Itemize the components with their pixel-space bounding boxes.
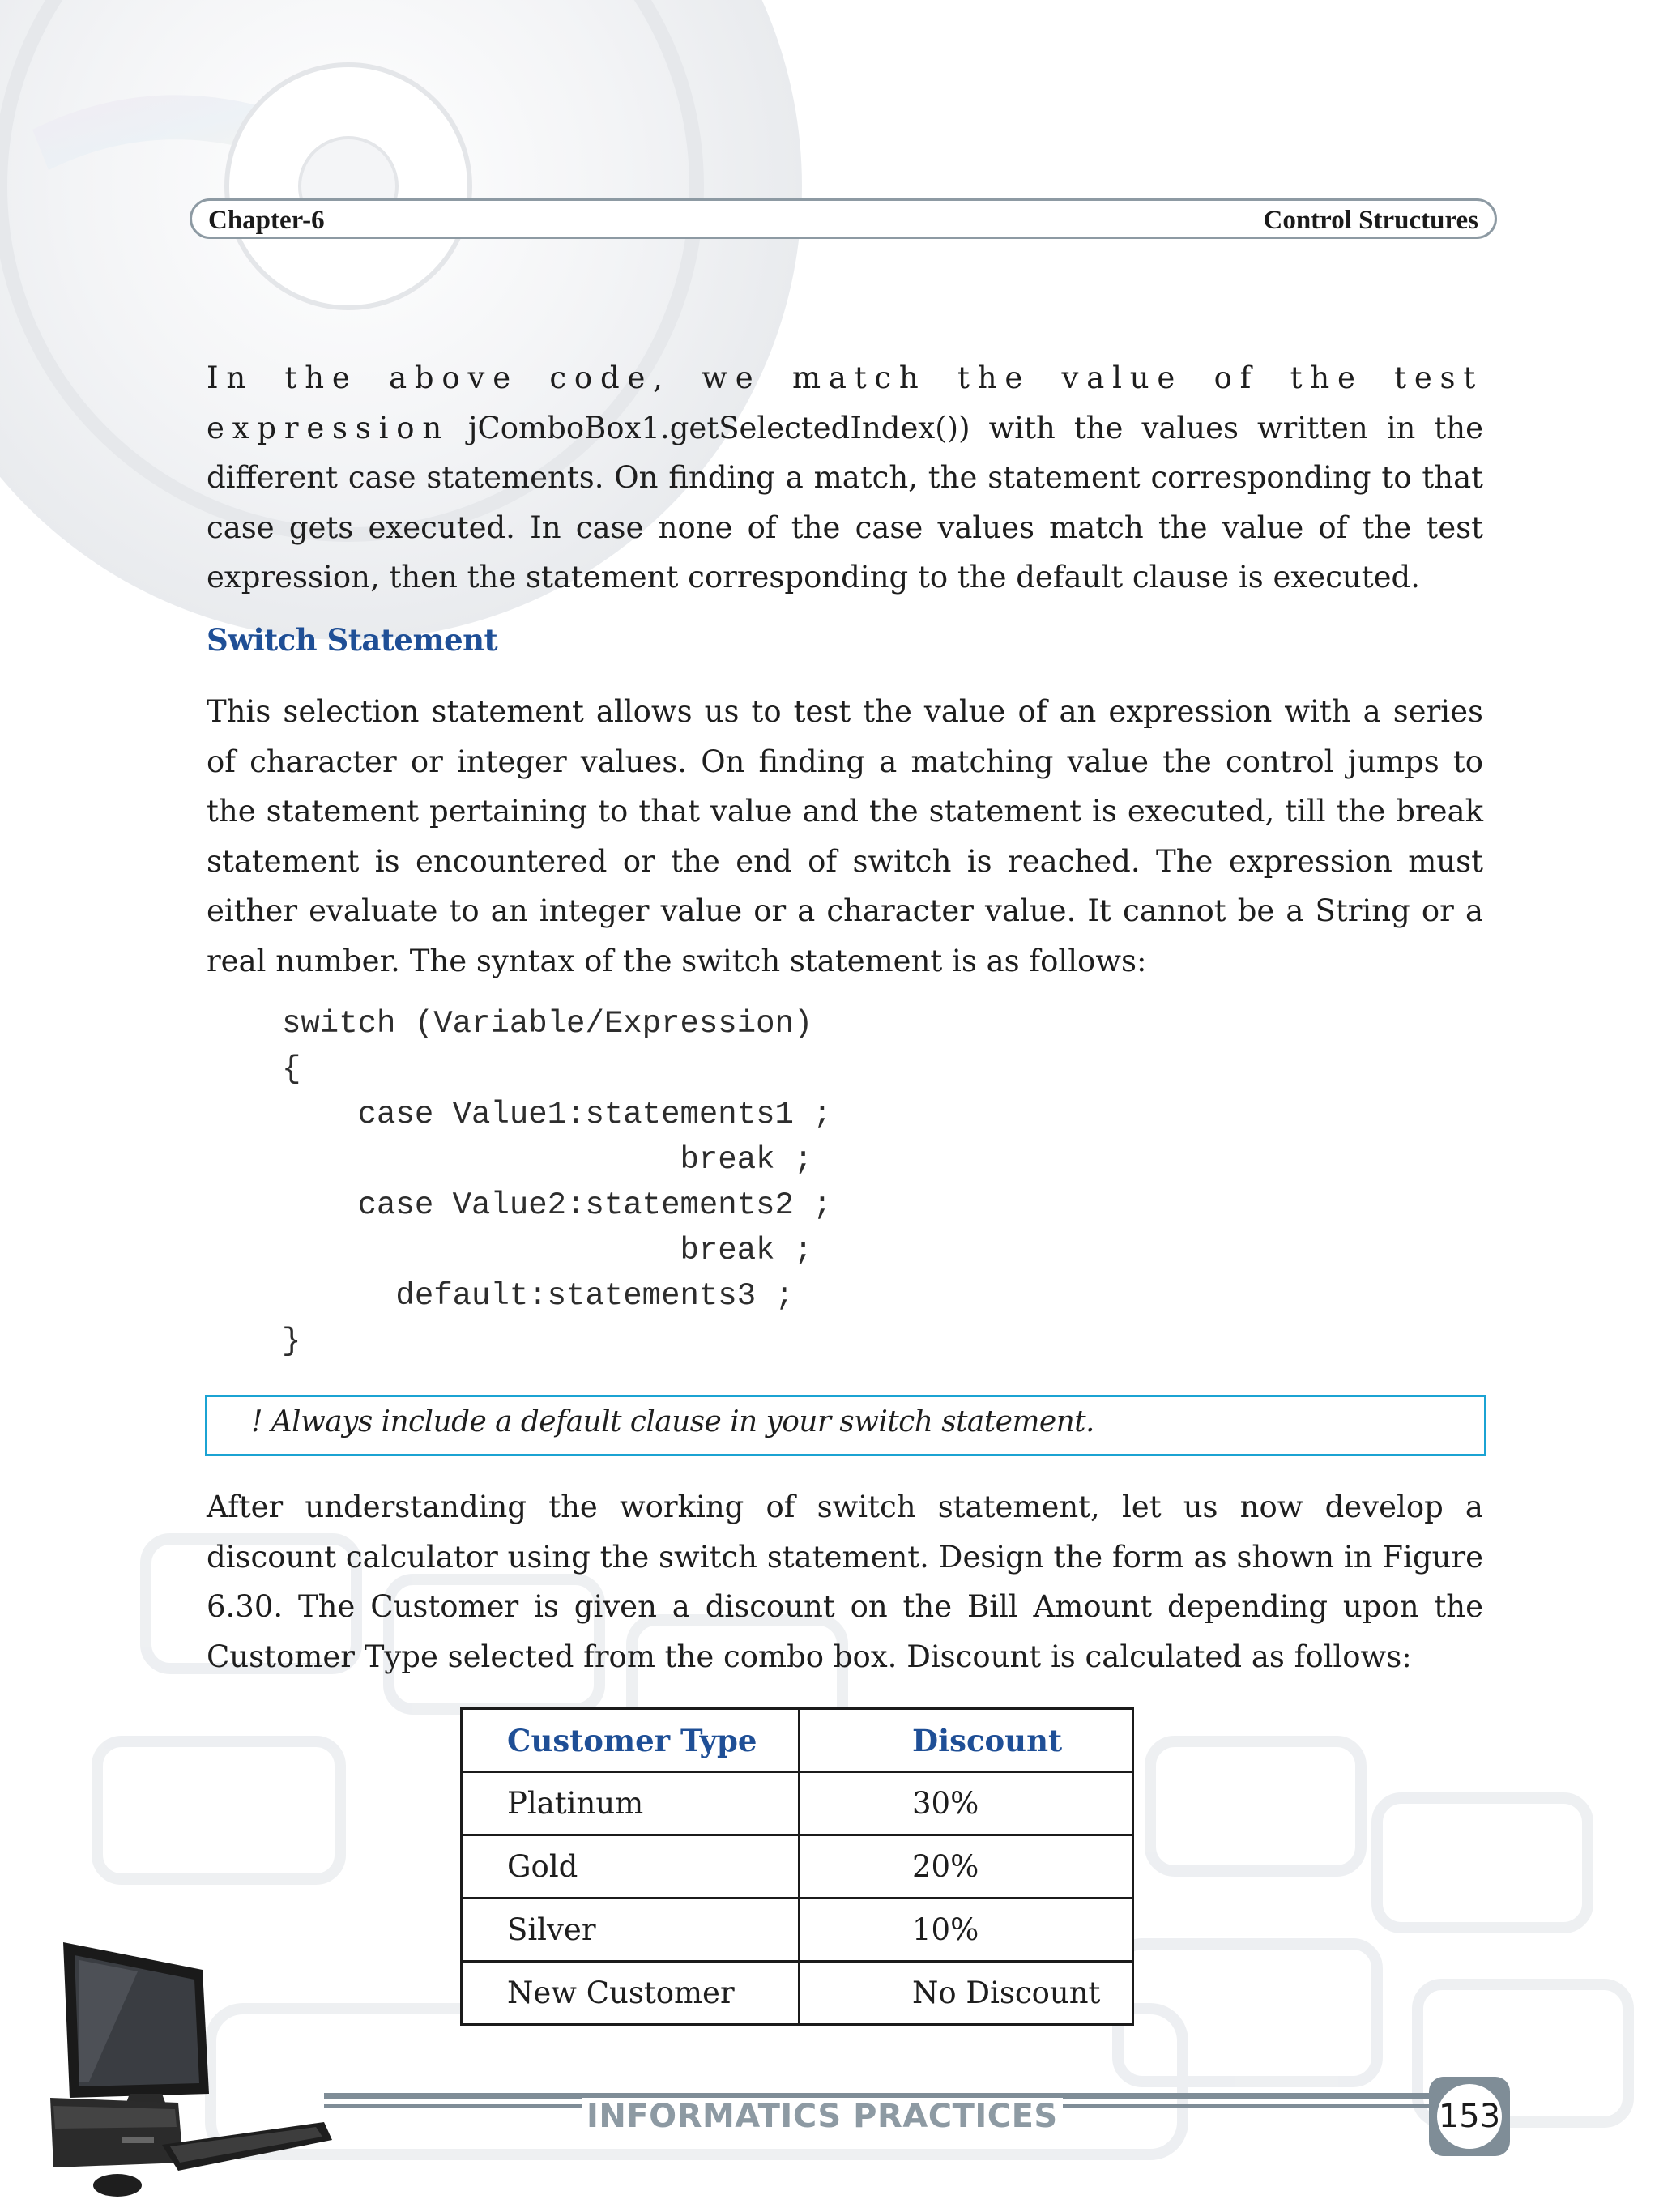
mouse-icon xyxy=(93,2174,142,2197)
cpu-tower-icon xyxy=(50,2098,183,2167)
book-title-footer: INFORMATICS PRACTICES xyxy=(582,2098,1063,2135)
page-number: 153 xyxy=(1437,2084,1502,2149)
customer-type-cell: Gold xyxy=(462,1835,800,1899)
switch-statement-heading: Switch Statement xyxy=(207,622,498,658)
table-row xyxy=(462,1899,1133,1962)
chapter-header xyxy=(190,198,1497,239)
page-number-badge xyxy=(1429,2077,1510,2156)
table-row xyxy=(462,1962,1133,2025)
discount-cell: 10% xyxy=(800,1899,1133,1962)
table-header-row xyxy=(462,1709,1133,1772)
intro-rest: jComboBox1.getSelectedIndex()) with the values written in the different case statements. On finding a match, the statement corresponding to that case gets executed. In case none of the case values match the value of the test expression, then the statement corresponding to the default clause is executed. xyxy=(207,410,1483,595)
switch-syntax-code: switch (Variable/Expression) { case Value1:statements1 ; break ; case Value2:statements2 ; break ; default:statements3 ; } xyxy=(282,1006,832,1359)
table-row xyxy=(462,1835,1133,1899)
section-title: Control Structures xyxy=(1263,206,1478,235)
computer-illustration xyxy=(41,1928,340,2203)
header-customer-type: Customer Type xyxy=(462,1709,800,1772)
header-discount: Discount xyxy=(800,1709,1133,1772)
keyboard-icon xyxy=(162,2122,332,2171)
switch-description-paragraph: This selection statement allows us to test the value of an expression with a series of character or integer values. On finding a matching value the control jumps to the statement pertaining to that value and the statement is executed, till the break statement is encountered or the end of switch is reached. The expression must either evaluate to an integer value or a character value. It cannot be a String or a real number. The syntax of the switch statement is as follows: xyxy=(207,694,1483,978)
tip-note-text: ! Always include a default clause in your switch statement. xyxy=(251,1405,1094,1438)
discount-table xyxy=(460,1707,1134,2026)
tip-note-box xyxy=(205,1395,1486,1456)
discount-cell: 30% xyxy=(800,1772,1133,1835)
discount-cell: No Discount xyxy=(800,1962,1133,2025)
intro-paragraph xyxy=(207,353,1483,603)
table-row xyxy=(462,1772,1133,1835)
customer-type-cell: Silver xyxy=(462,1899,800,1962)
customer-type-cell: Platinum xyxy=(462,1772,800,1835)
discount-cell: 20% xyxy=(800,1835,1133,1899)
chapter-label: Chapter-6 xyxy=(208,206,325,235)
intro-first-line: In the above code, we match the value of the test expression xyxy=(207,360,1483,445)
monitor-icon xyxy=(63,1942,209,2116)
discount-paragraph: After understanding the working of switch statement, let us now develop a discount calculator using the switch statement. Design the form as shown in Figure 6.30. The Customer is given a discount on the Bill Amount depending upon the Customer Type selected from the combo box. Discount is calculated as follows: xyxy=(207,1490,1483,1674)
customer-type-cell: New Customer xyxy=(462,1962,800,2025)
